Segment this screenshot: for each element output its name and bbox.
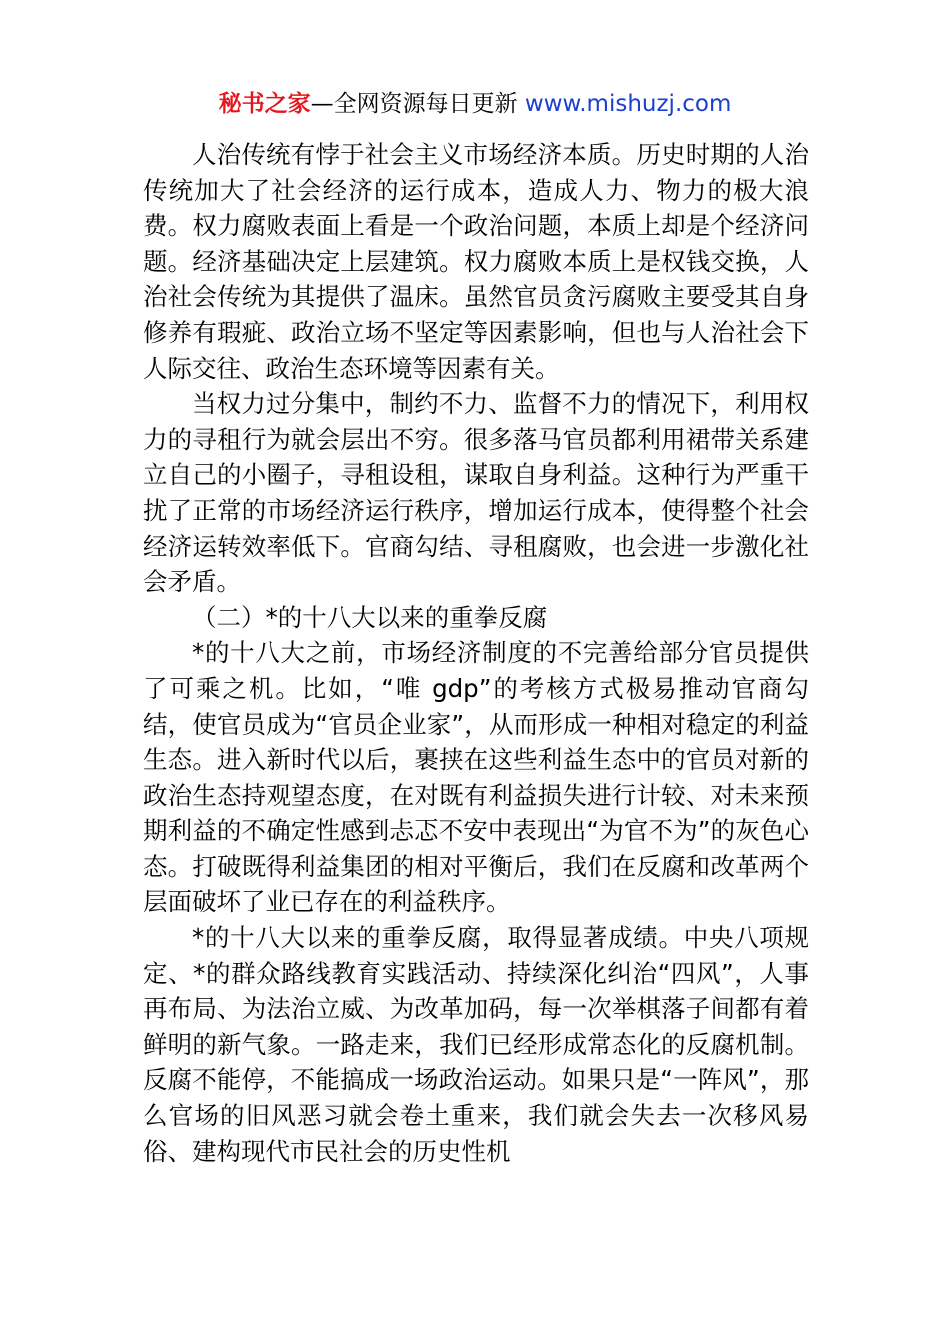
document-body: [143, 137, 809, 1169]
site-header: [0, 88, 950, 120]
site-tagline: —全网资源每日更新: [310, 91, 525, 117]
site-brand: 秘书之家: [218, 91, 311, 117]
paragraph-power-concentration: 当权力过分集中，制约不力、监督不力的情况下，利用权力的寻租行为就会层出不穷。很多落马官员都利用裙带关系建立自己的小圈子，寻租设租，谋取自身利益。这种行为严重干扰了正常的市场经济运行秩序，增加运行成本，使得整个社会经济运转效率低下。官商勾结、寻租腐败，也会进一步激化社会矛盾。: [143, 389, 809, 597]
site-url-link[interactable]: www.mishuzj.com: [524, 91, 732, 117]
section-heading: （二）*的十八大以来的重拳反腐: [192, 602, 548, 632]
paragraph-rule-of-man: 人治传统有悖于社会主义市场经济本质。历史时期的人治传统加大了社会经济的运行成本，造成人力、物力的极大浪费。权力腐败表面上看是一个政治问题，本质上却是个经济问题。经济基础决定上层建筑。权力腐败本质上是权钱交换，人治社会传统为其提供了温床。虽然官员贪污腐败主要受其自身修养有瑕疵、政治立场不坚定等因素影响，但也与人治社会下人际交往、政治生态环境等因素有关。: [143, 140, 809, 383]
paragraph-before-congress: *的十八大之前，市场经济制度的不完善给部分官员提供了可乘之机。比如，“唯 gdp”的考核方式极易推动官商勾结，使官员成为“官员企业家”，从而形成一种相对稳定的利益生态。进入新时代以后，裹挟在这些利益生态中的官员对新的政治生态持观望态度，在对既有利益损失进行计较、对未来预期利益的不确定性感到忐忑不安中表现出“为官不为”的灰色心态。打破既得利益集团的相对平衡后，我们在反腐和改革两个层面破坏了业已存在的利益秩序。: [143, 638, 809, 917]
paragraph-anti-corruption: *的十八大以来的重拳反腐，取得显著成绩。中央八项规定、*的群众路线教育实践活动、持续深化纠治“四风”，人事再布局、为法治立威、为改革加码，每一次举棋落子间都有着鲜明的新气象。一路走来，我们已经形成常态化的反腐机制。反腐不能停，不能搞成一场政治运动。如果只是“一阵风”，那么官场的旧风恶习就会卷土重来，我们就会失去一次移风易俗、建构现代市民社会的历史性机: [143, 923, 809, 1166]
